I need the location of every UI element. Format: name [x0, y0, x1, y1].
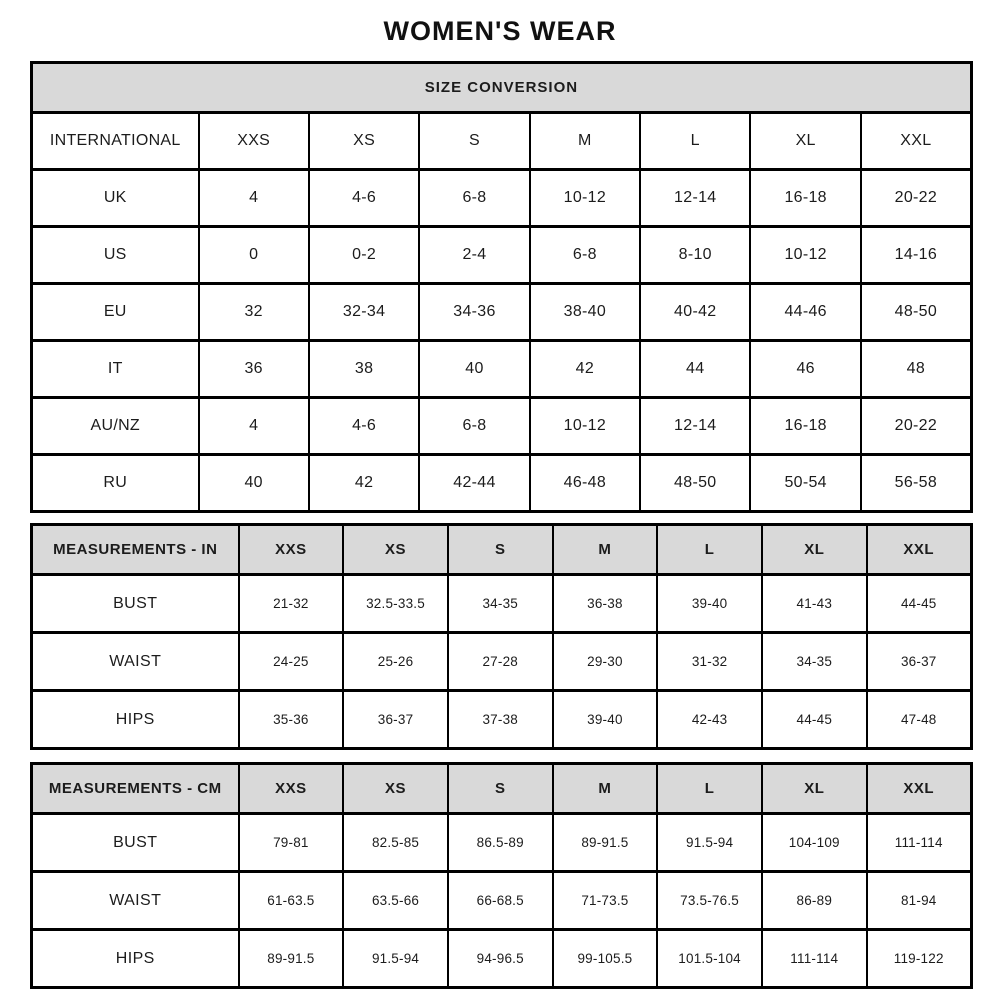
- size-value-cell: 86-89: [762, 872, 867, 930]
- size-value-cell: 12-14: [640, 398, 750, 455]
- size-column-header: M: [553, 764, 658, 814]
- size-value-cell: 40: [419, 341, 529, 398]
- size-value-cell: 16-18: [750, 170, 860, 227]
- size-value-cell: 44-45: [762, 691, 867, 749]
- size-column-header: XXS: [239, 764, 344, 814]
- table-row: [32, 455, 972, 512]
- measurements-in-header-row: [32, 525, 972, 575]
- size-value-cell: 36-37: [867, 633, 972, 691]
- size-value-cell: 44-45: [867, 575, 972, 633]
- size-value-cell: 61-63.5: [239, 872, 344, 930]
- size-value-cell: 31-32: [657, 633, 762, 691]
- size-value-cell: 8-10: [640, 227, 750, 284]
- row-label: UK: [32, 170, 199, 227]
- size-column-header: S: [448, 525, 553, 575]
- size-value-cell: 12-14: [640, 170, 750, 227]
- size-column-header: XXL: [867, 764, 972, 814]
- row-label: WAIST: [32, 872, 239, 930]
- size-column-header: L: [657, 525, 762, 575]
- size-column-header: XL: [762, 525, 867, 575]
- table-row: [32, 341, 972, 398]
- size-value-cell: 48-50: [640, 455, 750, 512]
- size-value-cell: 0: [199, 227, 309, 284]
- size-value-cell: 71-73.5: [553, 872, 658, 930]
- row-label: BUST: [32, 814, 239, 872]
- size-value-cell: 46-48: [530, 455, 640, 512]
- size-value-cell: 0-2: [309, 227, 419, 284]
- measurements-cm-body: [32, 814, 972, 988]
- table-row: [32, 113, 972, 170]
- size-value-cell: 47-48: [867, 691, 972, 749]
- row-label: AU/NZ: [32, 398, 199, 455]
- size-value-cell: 25-26: [343, 633, 448, 691]
- size-value-cell: 42-44: [419, 455, 529, 512]
- size-value-cell: 44-46: [750, 284, 860, 341]
- row-label: INTERNATIONAL: [32, 113, 199, 170]
- size-value-cell: 82.5-85: [343, 814, 448, 872]
- row-label: IT: [32, 341, 199, 398]
- size-conversion-table: [30, 61, 973, 513]
- size-value-cell: 111-114: [867, 814, 972, 872]
- table-row: [32, 633, 972, 691]
- size-value-cell: 66-68.5: [448, 872, 553, 930]
- measurements-in-table: [30, 523, 973, 750]
- size-value-cell: 6-8: [530, 227, 640, 284]
- size-value-cell: M: [530, 113, 640, 170]
- size-value-cell: 21-32: [239, 575, 344, 633]
- size-value-cell: 29-30: [553, 633, 658, 691]
- size-column-header: XXS: [239, 525, 344, 575]
- row-label: HIPS: [32, 691, 239, 749]
- size-value-cell: 37-38: [448, 691, 553, 749]
- measurements-cm-header-row: [32, 764, 972, 814]
- size-value-cell: 48: [861, 341, 972, 398]
- size-value-cell: 50-54: [750, 455, 860, 512]
- table-row: [32, 691, 972, 749]
- size-column-header: S: [448, 764, 553, 814]
- size-value-cell: 4: [199, 398, 309, 455]
- size-conversion-banner-row: [32, 63, 972, 113]
- size-value-cell: 94-96.5: [448, 930, 553, 988]
- table-row: [32, 227, 972, 284]
- size-value-cell: 10-12: [530, 170, 640, 227]
- measurements-in-title: MEASUREMENTS - IN: [32, 525, 239, 575]
- size-value-cell: 4-6: [309, 170, 419, 227]
- size-value-cell: 20-22: [861, 398, 972, 455]
- size-value-cell: 6-8: [419, 398, 529, 455]
- size-value-cell: 42: [309, 455, 419, 512]
- size-value-cell: 39-40: [657, 575, 762, 633]
- size-value-cell: 35-36: [239, 691, 344, 749]
- size-value-cell: 101.5-104: [657, 930, 762, 988]
- size-value-cell: 4: [199, 170, 309, 227]
- size-value-cell: 91.5-94: [343, 930, 448, 988]
- row-label: RU: [32, 455, 199, 512]
- table-row: [32, 284, 972, 341]
- size-value-cell: 86.5-89: [448, 814, 553, 872]
- size-value-cell: 111-114: [762, 930, 867, 988]
- size-value-cell: XL: [750, 113, 860, 170]
- row-label: WAIST: [32, 633, 239, 691]
- size-value-cell: 46: [750, 341, 860, 398]
- size-value-cell: 56-58: [861, 455, 972, 512]
- size-column-header: XS: [343, 764, 448, 814]
- size-value-cell: 104-109: [762, 814, 867, 872]
- size-value-cell: 34-35: [762, 633, 867, 691]
- size-value-cell: 44: [640, 341, 750, 398]
- size-value-cell: XXL: [861, 113, 972, 170]
- size-value-cell: 32-34: [309, 284, 419, 341]
- row-label: EU: [32, 284, 199, 341]
- size-value-cell: 42: [530, 341, 640, 398]
- size-value-cell: 42-43: [657, 691, 762, 749]
- size-value-cell: 63.5-66: [343, 872, 448, 930]
- size-value-cell: 36: [199, 341, 309, 398]
- size-value-cell: 81-94: [867, 872, 972, 930]
- size-column-header: M: [553, 525, 658, 575]
- size-column-header: XXL: [867, 525, 972, 575]
- size-value-cell: XS: [309, 113, 419, 170]
- size-value-cell: 14-16: [861, 227, 972, 284]
- table-row: [32, 814, 972, 872]
- row-label: BUST: [32, 575, 239, 633]
- table-row: [32, 170, 972, 227]
- size-value-cell: 27-28: [448, 633, 553, 691]
- size-value-cell: 79-81: [239, 814, 344, 872]
- size-value-cell: 16-18: [750, 398, 860, 455]
- size-value-cell: XXS: [199, 113, 309, 170]
- row-label: HIPS: [32, 930, 239, 988]
- table-row: [32, 398, 972, 455]
- size-value-cell: S: [419, 113, 529, 170]
- measurements-in-body: [32, 575, 972, 749]
- size-value-cell: 40: [199, 455, 309, 512]
- size-value-cell: 10-12: [750, 227, 860, 284]
- page-title: WOMEN'S WEAR: [383, 16, 617, 46]
- table-row: [32, 930, 972, 988]
- size-value-cell: 73.5-76.5: [657, 872, 762, 930]
- size-value-cell: 89-91.5: [553, 814, 658, 872]
- size-value-cell: 34-36: [419, 284, 529, 341]
- size-value-cell: 36-38: [553, 575, 658, 633]
- size-value-cell: 36-37: [343, 691, 448, 749]
- size-value-cell: 4-6: [309, 398, 419, 455]
- size-value-cell: 6-8: [419, 170, 529, 227]
- table-row: [32, 872, 972, 930]
- measurements-cm-title: MEASUREMENTS - CM: [32, 764, 239, 814]
- size-value-cell: 24-25: [239, 633, 344, 691]
- row-label: US: [32, 227, 199, 284]
- size-value-cell: 32: [199, 284, 309, 341]
- size-value-cell: L: [640, 113, 750, 170]
- size-column-header: XL: [762, 764, 867, 814]
- size-value-cell: 119-122: [867, 930, 972, 988]
- size-value-cell: 41-43: [762, 575, 867, 633]
- table-row: [32, 575, 972, 633]
- size-value-cell: 48-50: [861, 284, 972, 341]
- size-value-cell: 39-40: [553, 691, 658, 749]
- size-column-header: L: [657, 764, 762, 814]
- size-value-cell: 2-4: [419, 227, 529, 284]
- size-value-cell: 40-42: [640, 284, 750, 341]
- size-value-cell: 99-105.5: [553, 930, 658, 988]
- size-value-cell: 34-35: [448, 575, 553, 633]
- size-column-header: XS: [343, 525, 448, 575]
- size-value-cell: 38: [309, 341, 419, 398]
- size-conversion-title: SIZE CONVERSION: [32, 63, 972, 113]
- size-value-cell: 20-22: [861, 170, 972, 227]
- size-value-cell: 91.5-94: [657, 814, 762, 872]
- size-value-cell: 10-12: [530, 398, 640, 455]
- measurements-cm-table: [30, 762, 973, 989]
- size-value-cell: 89-91.5: [239, 930, 344, 988]
- size-conversion-body: [32, 113, 972, 512]
- size-value-cell: 38-40: [530, 284, 640, 341]
- size-value-cell: 32.5-33.5: [343, 575, 448, 633]
